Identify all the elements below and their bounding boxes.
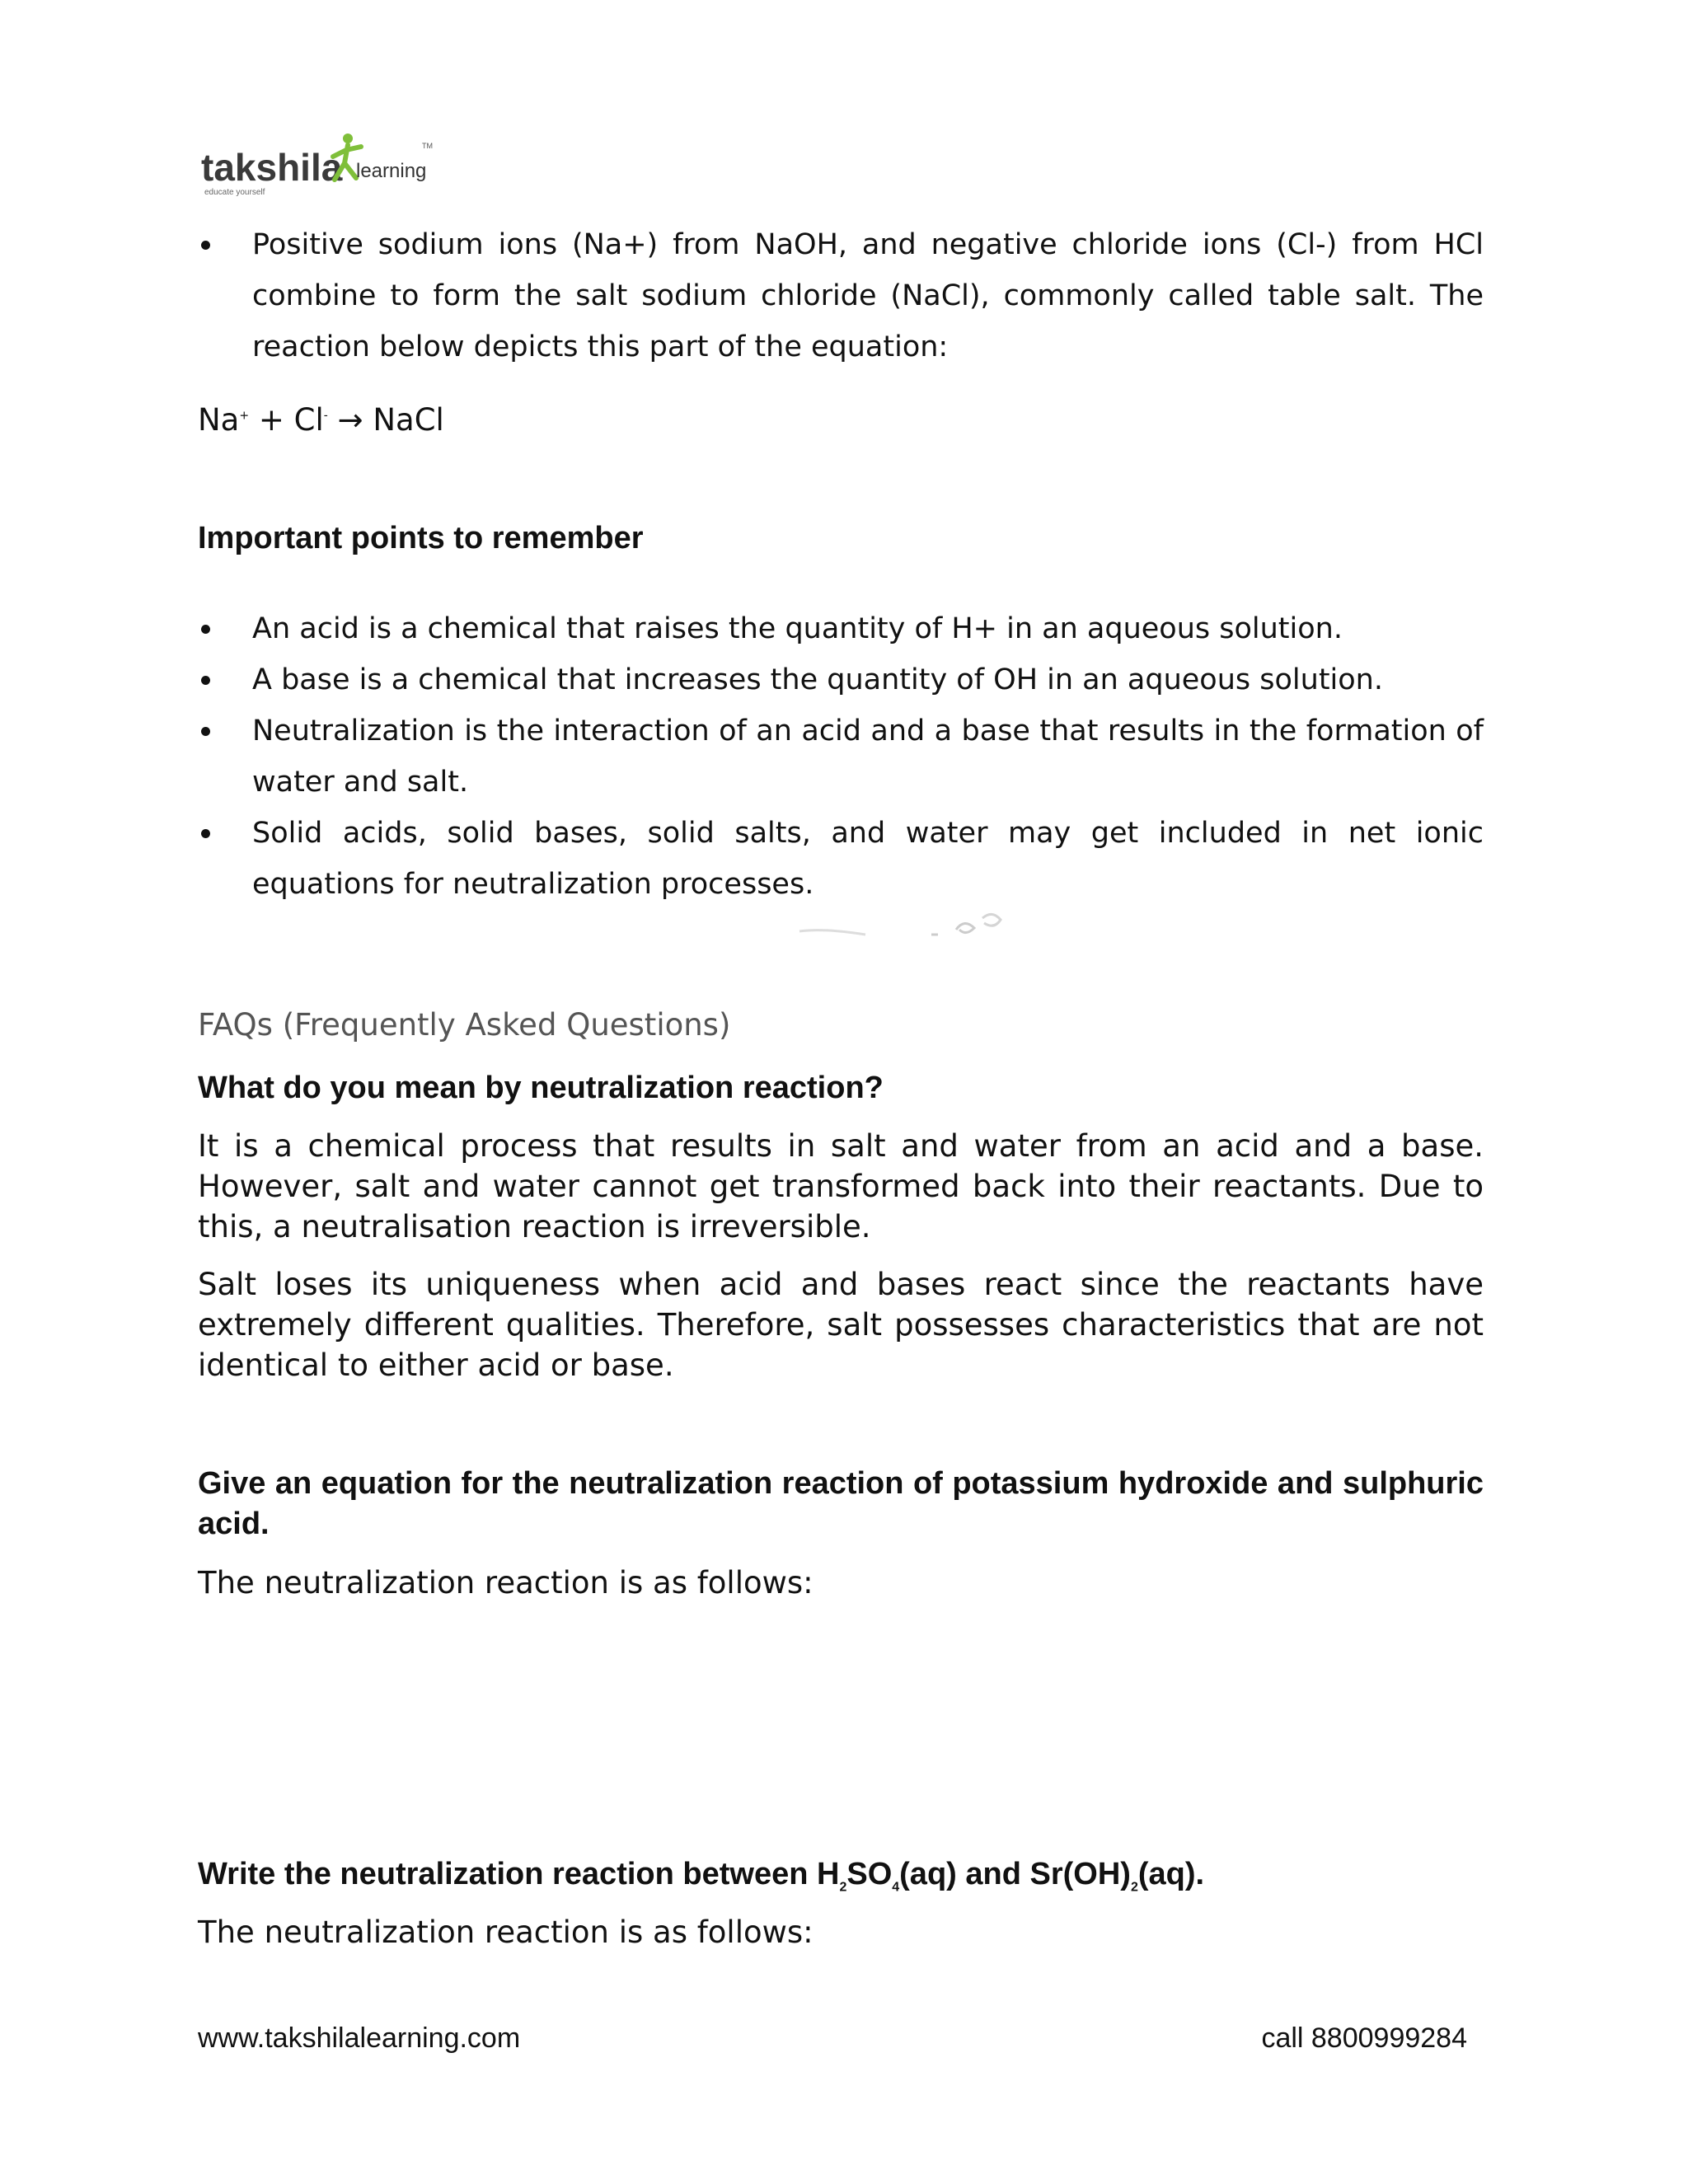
faq-q2-answer-text: The neutralization reaction is as follows: (198, 1565, 814, 1601)
logo-brand-text: takshila (201, 146, 343, 189)
faq-q1-answer-para-2: Salt loses its uniqueness when acid and bases react since the reactants have extremely different qualities. Therefore, salt possesses characteristics that are not identical to either acid or base. (198, 1267, 1484, 1383)
scan-smudge-mark (791, 898, 1055, 948)
bullet-icon (201, 625, 210, 634)
important-heading: Important points to remember (198, 521, 644, 555)
logo-tagline: educate yourself (204, 188, 265, 197)
faq-q2-answer (198, 1563, 1484, 1603)
bullet-icon (201, 727, 210, 736)
faq-q3-answer (198, 1912, 1484, 1952)
equation-cl-charge: - (323, 409, 328, 423)
logo-trademark: TM (422, 142, 433, 150)
logo-word-text: learning (356, 160, 427, 182)
equation-plus: + (258, 402, 284, 438)
important-point-text: Solid acids, solid bases, solid salts, and water may get included in net ionic equations for neutralization processes. (252, 817, 1484, 901)
faq-q3-text-part: Write the neutralization reaction between H (198, 1857, 840, 1891)
important-section (198, 603, 1484, 910)
faq-q1-answer-2 (198, 1264, 1484, 1385)
faq-q3-text-part: (aq). (1137, 1857, 1205, 1891)
faq-q3-subscript: 2 (1130, 1880, 1138, 1895)
faq-title: FAQs (Frequently Asked Questions) (198, 1007, 731, 1043)
faq-q3-text-part: SO (846, 1857, 893, 1891)
intro-bullet-list (198, 219, 1484, 373)
faq-q1-answer (198, 1126, 1484, 1247)
takshila-logo (198, 132, 445, 214)
faq-q3-subscript: 4 (892, 1880, 900, 1895)
faq-q2 (198, 1464, 1484, 1544)
list-item (198, 705, 1484, 808)
equation-na-charge: + (239, 409, 250, 423)
list-item (198, 603, 1484, 654)
nacl-equation (198, 402, 1484, 438)
faq-q3 (198, 1854, 1484, 1908)
faq-q1 (198, 1068, 1484, 1108)
bullet-icon (201, 676, 210, 685)
footer-phone: call 8800999284 (1261, 2022, 1467, 2054)
important-point-text: A base is a chemical that increases the quantity of OH in an aqueous solution. (252, 663, 1383, 696)
intro-bullet-text: Positive sodium ions (Na+) from NaOH, and negative chloride ions (Cl-) from HCl combine to form the salt sodium chloride (NaCl), commonly called table salt. The reaction below depicts this part of the equation: (252, 228, 1484, 363)
bullet-icon (201, 829, 210, 838)
list-item (198, 219, 1484, 373)
intro-section (198, 219, 1484, 373)
faq-q1-question: What do you mean by neutralization reaction? (198, 1071, 884, 1105)
list-item (198, 654, 1484, 705)
equation-product: NaCl (373, 402, 444, 438)
bullet-icon (201, 241, 210, 250)
faq-q3-text-part: (aq) and Sr(OH) (899, 1857, 1131, 1891)
important-bullet-list (198, 603, 1484, 910)
equation-cl: Cl (293, 402, 324, 438)
faq-q2-question: Give an equation for the neutralization reaction of potassium hydroxide and sulphuric acid. (198, 1466, 1484, 1541)
equation-arrow: → (337, 402, 363, 438)
faq-q1-answer-para-1: It is a chemical process that results in salt and water from an acid and a base. However, salt and water cannot get transformed back into their reactants. Due to this, a neutralisation reaction is irreversible. (198, 1128, 1484, 1244)
important-point-text: Neutralization is the interaction of an acid and a base that results in the formation of water and salt. (252, 715, 1484, 799)
list-item (198, 808, 1484, 910)
faq-q3-answer-text: The neutralization reaction is as follows: (198, 1915, 814, 1950)
faq-q3-question (198, 1854, 1484, 1908)
footer-website: www.takshilalearning.com (198, 2022, 521, 2054)
faq-q3-subscript: 2 (839, 1880, 847, 1895)
important-point-text: An acid is a chemical that raises the quantity of H+ in an aqueous solution. (252, 612, 1343, 645)
equation-na: Na (198, 402, 240, 438)
